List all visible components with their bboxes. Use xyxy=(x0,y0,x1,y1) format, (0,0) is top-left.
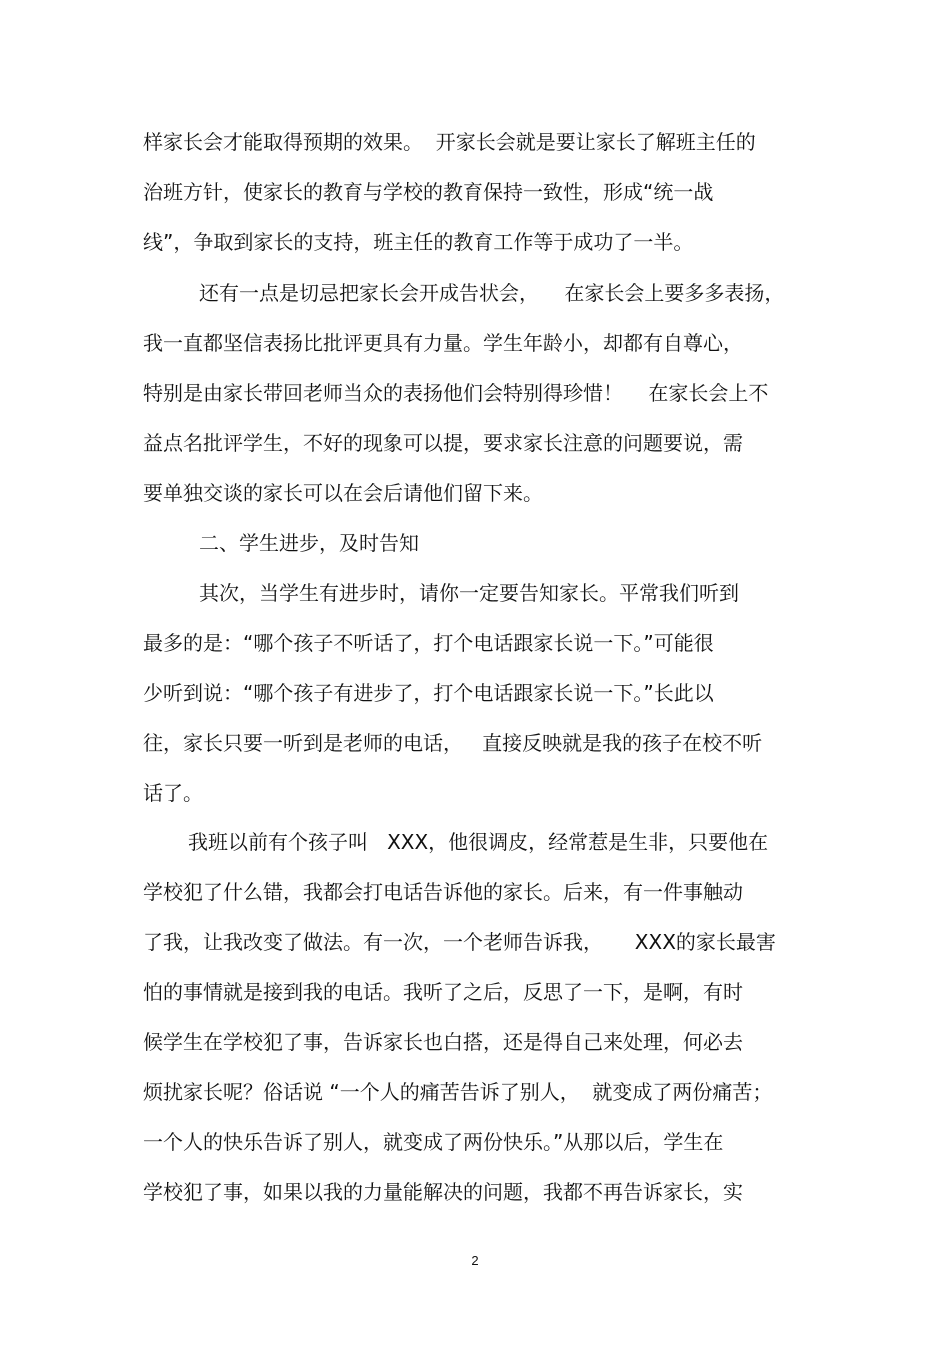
text-line: 治班方针，使家长的教育与学校的教育保持一致性，形成“统一战 xyxy=(143,180,714,204)
page-number: 2 xyxy=(471,1253,479,1268)
text-line: 要单独交谈的家长可以在会后请他们留下来。 xyxy=(143,481,543,505)
text-line: 样家长会才能取得预期的效果。 开家长会就是要让家长了解班主任的 xyxy=(143,130,756,154)
text-line: 我一直都坚信表扬比批评更具有力量。学生年龄小，却都有自尊心， xyxy=(143,331,743,355)
text-line: 其次，当学生有进步时，请你一定要告知家长。平常我们听到 xyxy=(199,581,739,605)
text-line: 我班以前有个孩子叫 XXX，他很调皮，经常惹是生非，只要他在 xyxy=(188,830,769,854)
text-line: 候学生在学校犯了事，告诉家长也白搭，还是得自己来处理，何必去 xyxy=(143,1030,743,1054)
text-line: 了我，让我改变了做法。有一次，一个老师告诉我， XXX的家长最害 xyxy=(143,930,776,954)
text-line: 特别是由家长带回老师当众的表扬他们会特别得珍惜！ 在家长会上不 xyxy=(143,381,769,405)
text-line: 益点名批评学生，不好的现象可以提，要求家长注意的问题要说，需 xyxy=(143,431,743,455)
text-line: 少听到说：“哪个孩子有进步了，打个电话跟家长说一下。”长此以 xyxy=(143,681,714,705)
text-line: 学校犯了什么错，我都会打电话告诉他的家长。后来，有一件事触动 xyxy=(143,880,743,904)
text-line: 怕的事情就是接到我的电话。我听了之后，反思了一下，是啊，有时 xyxy=(143,980,743,1004)
section-heading: 二、学生进步，及时告知 xyxy=(199,531,419,555)
text-line: 烦扰家长呢？俗话说 “一个人的痛苦告诉了别人， 就变成了两份痛苦； xyxy=(143,1080,773,1104)
text-line: 一个人的快乐告诉了别人，就变成了两份快乐。”从那以后，学生在 xyxy=(143,1130,724,1154)
text-line: 话了。 xyxy=(143,781,203,805)
text-line: 线”，争取到家长的支持，班主任的教育工作等于成功了一半。 xyxy=(143,230,694,254)
text-line: 还有一点是切忌把家长会开成告状会， 在家长会上要多多表扬， xyxy=(199,281,785,305)
text-line: 最多的是：“哪个孩子不听话了，打个电话跟家长说一下。”可能很 xyxy=(143,631,714,655)
text-line: 学校犯了事，如果以我的力量能解决的问题，我都不再告诉家长，实 xyxy=(143,1180,743,1204)
text-line: 往，家长只要一听到是老师的电话， 直接反映就是我的孩子在校不听 xyxy=(143,731,763,755)
